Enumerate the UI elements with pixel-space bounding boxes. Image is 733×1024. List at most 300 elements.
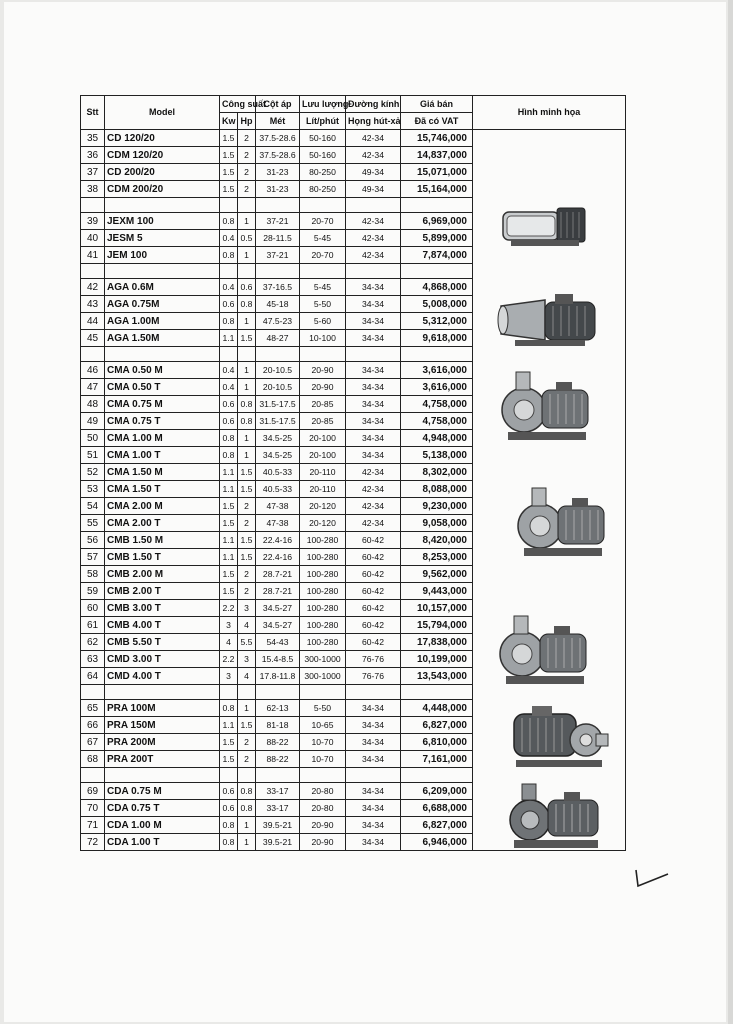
cell-head: 37.5-28.6 bbox=[256, 130, 300, 147]
cell-model: CDM 200/20 bbox=[105, 181, 220, 198]
cell-kw: 0.4 bbox=[220, 279, 238, 296]
cell-flow: 10-65 bbox=[300, 717, 346, 734]
cell-flow: 20-80 bbox=[300, 783, 346, 800]
cell-dia: 34-34 bbox=[346, 413, 401, 430]
cell-price: 5,899,000 bbox=[401, 230, 473, 247]
empty-cell bbox=[300, 198, 346, 213]
cell-head: 22.4-16 bbox=[256, 549, 300, 566]
cell-dia: 60-42 bbox=[346, 549, 401, 566]
cell-head: 22.4-16 bbox=[256, 532, 300, 549]
cell-price: 17,838,000 bbox=[401, 634, 473, 651]
cell-stt: 36 bbox=[81, 147, 105, 164]
cell-kw: 0.8 bbox=[220, 834, 238, 851]
cell-dia: 34-34 bbox=[346, 279, 401, 296]
pump-peripheral-icon bbox=[506, 704, 610, 776]
cell-hp: 2 bbox=[238, 751, 256, 768]
cell-model: CDA 0.75 M bbox=[105, 783, 220, 800]
cell-hp: 0.8 bbox=[238, 783, 256, 800]
cell-head: 37-21 bbox=[256, 247, 300, 264]
cell-price: 15,071,000 bbox=[401, 164, 473, 181]
cell-hp: 1 bbox=[238, 362, 256, 379]
empty-cell bbox=[238, 685, 256, 700]
cell-flow: 100-280 bbox=[300, 617, 346, 634]
cell-flow: 20-120 bbox=[300, 515, 346, 532]
cell-kw: 1.5 bbox=[220, 498, 238, 515]
cell-stt: 40 bbox=[81, 230, 105, 247]
cell-flow: 20-85 bbox=[300, 413, 346, 430]
cell-price: 5,138,000 bbox=[401, 447, 473, 464]
cell-stt: 39 bbox=[81, 213, 105, 230]
cell-kw: 1.5 bbox=[220, 583, 238, 600]
empty-cell bbox=[105, 768, 220, 783]
cell-kw: 1.5 bbox=[220, 164, 238, 181]
cell-hp: 1 bbox=[238, 447, 256, 464]
cell-hp: 1 bbox=[238, 430, 256, 447]
cell-kw: 0.8 bbox=[220, 247, 238, 264]
cell-dia: 34-34 bbox=[346, 817, 401, 834]
empty-cell bbox=[401, 685, 473, 700]
empty-cell bbox=[105, 347, 220, 362]
cell-stt: 64 bbox=[81, 668, 105, 685]
cell-hp: 1 bbox=[238, 700, 256, 717]
cell-hp: 5.5 bbox=[238, 634, 256, 651]
cell-kw: 0.6 bbox=[220, 413, 238, 430]
cell-head: 39.5-21 bbox=[256, 817, 300, 834]
cell-dia: 34-34 bbox=[346, 396, 401, 413]
empty-cell bbox=[346, 264, 401, 279]
empty-cell bbox=[300, 685, 346, 700]
cell-stt: 54 bbox=[81, 498, 105, 515]
cell-dia: 34-34 bbox=[346, 362, 401, 379]
cell-flow: 100-280 bbox=[300, 549, 346, 566]
cell-stt: 45 bbox=[81, 330, 105, 347]
cell-kw: 0.8 bbox=[220, 313, 238, 330]
header-power: Công suất bbox=[220, 96, 256, 113]
cell-price: 10,157,000 bbox=[401, 600, 473, 617]
cell-model: CDA 1.00 M bbox=[105, 817, 220, 834]
cell-dia: 34-34 bbox=[346, 430, 401, 447]
cell-hp: 1.5 bbox=[238, 330, 256, 347]
cell-hp: 0.8 bbox=[238, 296, 256, 313]
empty-cell bbox=[81, 347, 105, 362]
cell-price: 6,969,000 bbox=[401, 213, 473, 230]
cell-stt: 68 bbox=[81, 751, 105, 768]
cell-head: 47-38 bbox=[256, 498, 300, 515]
cell-price: 8,088,000 bbox=[401, 481, 473, 498]
cell-hp: 1.5 bbox=[238, 464, 256, 481]
cell-stt: 49 bbox=[81, 413, 105, 430]
cell-kw: 1.5 bbox=[220, 751, 238, 768]
cell-stt: 67 bbox=[81, 734, 105, 751]
empty-cell bbox=[105, 198, 220, 213]
cell-dia: 60-42 bbox=[346, 583, 401, 600]
cell-flow: 20-100 bbox=[300, 447, 346, 464]
empty-cell bbox=[220, 264, 238, 279]
cell-price: 15,794,000 bbox=[401, 617, 473, 634]
cell-hp: 3 bbox=[238, 651, 256, 668]
cell-dia: 34-34 bbox=[346, 783, 401, 800]
cell-flow: 300-1000 bbox=[300, 651, 346, 668]
cell-kw: 0.6 bbox=[220, 296, 238, 313]
header-image: Hình minh họa bbox=[473, 96, 626, 130]
cell-model: CMB 1.50 T bbox=[105, 549, 220, 566]
empty-cell bbox=[238, 768, 256, 783]
cell-stt: 50 bbox=[81, 430, 105, 447]
empty-cell bbox=[238, 264, 256, 279]
cell-stt: 41 bbox=[81, 247, 105, 264]
cell-stt: 44 bbox=[81, 313, 105, 330]
table-row bbox=[81, 130, 626, 147]
page-edge bbox=[728, 0, 733, 1024]
cell-model: AGA 0.75M bbox=[105, 296, 220, 313]
cell-head: 31.5-17.5 bbox=[256, 413, 300, 430]
cell-model: CMB 2.00 T bbox=[105, 583, 220, 600]
cell-hp: 2 bbox=[238, 583, 256, 600]
cell-head: 40.5-33 bbox=[256, 481, 300, 498]
empty-cell bbox=[220, 768, 238, 783]
pump-centrifugal-icon bbox=[492, 612, 592, 692]
cell-head: 34.5-25 bbox=[256, 430, 300, 447]
cell-flow: 5-45 bbox=[300, 230, 346, 247]
empty-cell bbox=[220, 347, 238, 362]
cell-hp: 1 bbox=[238, 247, 256, 264]
cell-hp: 0.6 bbox=[238, 279, 256, 296]
header-head-unit: Mét bbox=[256, 113, 300, 130]
cell-model: CMA 0.75 M bbox=[105, 396, 220, 413]
cell-hp: 0.8 bbox=[238, 413, 256, 430]
cell-dia: 42-34 bbox=[346, 147, 401, 164]
cell-price: 5,312,000 bbox=[401, 313, 473, 330]
cell-head: 48-27 bbox=[256, 330, 300, 347]
cell-stt: 57 bbox=[81, 549, 105, 566]
cell-dia: 34-34 bbox=[346, 717, 401, 734]
cell-dia: 34-34 bbox=[346, 379, 401, 396]
cell-head: 81-18 bbox=[256, 717, 300, 734]
cell-model: JESM 5 bbox=[105, 230, 220, 247]
cell-price: 14,837,000 bbox=[401, 147, 473, 164]
cell-head: 28-11.5 bbox=[256, 230, 300, 247]
cell-model: PRA 200M bbox=[105, 734, 220, 751]
cell-head: 31.5-17.5 bbox=[256, 396, 300, 413]
cell-price: 8,302,000 bbox=[401, 464, 473, 481]
cell-dia: 49-34 bbox=[346, 181, 401, 198]
header-price-sub: Đã có VAT bbox=[401, 113, 473, 130]
cell-model: CD 120/20 bbox=[105, 130, 220, 147]
empty-cell bbox=[401, 198, 473, 213]
cell-dia: 34-34 bbox=[346, 834, 401, 851]
cell-model: CDA 0.75 T bbox=[105, 800, 220, 817]
cell-flow: 10-100 bbox=[300, 330, 346, 347]
cell-dia: 60-42 bbox=[346, 566, 401, 583]
cell-flow: 50-160 bbox=[300, 130, 346, 147]
empty-cell bbox=[300, 768, 346, 783]
cell-model: CMD 3.00 T bbox=[105, 651, 220, 668]
empty-cell bbox=[105, 685, 220, 700]
empty-cell bbox=[346, 685, 401, 700]
cell-flow: 20-110 bbox=[300, 481, 346, 498]
pump-centrifugal-icon bbox=[510, 484, 610, 564]
cell-price: 15,746,000 bbox=[401, 130, 473, 147]
cell-price: 8,253,000 bbox=[401, 549, 473, 566]
cell-stt: 46 bbox=[81, 362, 105, 379]
cell-price: 15,164,000 bbox=[401, 181, 473, 198]
cell-head: 62-13 bbox=[256, 700, 300, 717]
cell-kw: 1.1 bbox=[220, 481, 238, 498]
empty-cell bbox=[238, 198, 256, 213]
cell-price: 6,810,000 bbox=[401, 734, 473, 751]
empty-cell bbox=[238, 347, 256, 362]
cell-model: CMA 1.00 M bbox=[105, 430, 220, 447]
cell-flow: 20-85 bbox=[300, 396, 346, 413]
cell-head: 33-17 bbox=[256, 800, 300, 817]
cell-hp: 2 bbox=[238, 498, 256, 515]
header-stt: Stt bbox=[81, 96, 105, 130]
cell-hp: 0.5 bbox=[238, 230, 256, 247]
cell-kw: 1.1 bbox=[220, 464, 238, 481]
cell-kw: 3 bbox=[220, 668, 238, 685]
cell-model: CMA 0.50 M bbox=[105, 362, 220, 379]
cell-flow: 5-60 bbox=[300, 313, 346, 330]
cell-stt: 62 bbox=[81, 634, 105, 651]
cell-hp: 2 bbox=[238, 181, 256, 198]
cell-kw: 2.2 bbox=[220, 600, 238, 617]
cell-stt: 37 bbox=[81, 164, 105, 181]
cell-hp: 0.8 bbox=[238, 396, 256, 413]
cell-model: CMA 2.00 M bbox=[105, 498, 220, 515]
cell-price: 8,420,000 bbox=[401, 532, 473, 549]
cell-dia: 34-34 bbox=[346, 447, 401, 464]
cell-head: 37-21 bbox=[256, 213, 300, 230]
empty-cell bbox=[81, 264, 105, 279]
cell-kw: 1.5 bbox=[220, 181, 238, 198]
cell-dia: 76-76 bbox=[346, 668, 401, 685]
cell-stt: 63 bbox=[81, 651, 105, 668]
header-diameter-sub: Họng hút-xả bbox=[346, 113, 401, 130]
cell-head: 31-23 bbox=[256, 164, 300, 181]
cell-hp: 2 bbox=[238, 515, 256, 532]
pump-jet-icon bbox=[495, 290, 605, 352]
cell-stt: 61 bbox=[81, 617, 105, 634]
cell-price: 5,008,000 bbox=[401, 296, 473, 313]
cell-model: JEXM 100 bbox=[105, 213, 220, 230]
pump-twin-impeller-icon bbox=[504, 782, 604, 854]
cell-price: 9,230,000 bbox=[401, 498, 473, 515]
header-head: Cột áp bbox=[256, 96, 300, 113]
header-diameter: Đường kính bbox=[346, 96, 401, 113]
cell-hp: 1.5 bbox=[238, 532, 256, 549]
cell-head: 88-22 bbox=[256, 734, 300, 751]
cell-dia: 34-34 bbox=[346, 313, 401, 330]
cell-head: 45-18 bbox=[256, 296, 300, 313]
cell-flow: 20-90 bbox=[300, 817, 346, 834]
empty-cell bbox=[256, 198, 300, 213]
cell-price: 4,758,000 bbox=[401, 413, 473, 430]
cell-flow: 50-160 bbox=[300, 147, 346, 164]
cell-kw: 1.5 bbox=[220, 130, 238, 147]
cell-stt: 65 bbox=[81, 700, 105, 717]
cell-model: CMA 0.75 T bbox=[105, 413, 220, 430]
header-kw: Kw bbox=[220, 113, 238, 130]
empty-cell bbox=[220, 198, 238, 213]
cell-price: 4,448,000 bbox=[401, 700, 473, 717]
cell-flow: 20-90 bbox=[300, 834, 346, 851]
cell-dia: 60-42 bbox=[346, 532, 401, 549]
cell-kw: 0.6 bbox=[220, 800, 238, 817]
cell-kw: 0.8 bbox=[220, 817, 238, 834]
cell-hp: 4 bbox=[238, 617, 256, 634]
cell-price: 13,543,000 bbox=[401, 668, 473, 685]
cell-flow: 20-90 bbox=[300, 362, 346, 379]
cell-hp: 1 bbox=[238, 834, 256, 851]
cell-head: 47-38 bbox=[256, 515, 300, 532]
cell-head: 15.4-8.5 bbox=[256, 651, 300, 668]
signature-mark bbox=[632, 866, 672, 890]
cell-dia: 60-42 bbox=[346, 634, 401, 651]
cell-price: 9,562,000 bbox=[401, 566, 473, 583]
cell-kw: 0.6 bbox=[220, 396, 238, 413]
cell-kw: 0.8 bbox=[220, 213, 238, 230]
cell-model: CMB 4.00 T bbox=[105, 617, 220, 634]
cell-head: 34.5-27 bbox=[256, 600, 300, 617]
cell-kw: 1.1 bbox=[220, 532, 238, 549]
cell-stt: 52 bbox=[81, 464, 105, 481]
cell-flow: 10-70 bbox=[300, 734, 346, 751]
cell-price: 9,618,000 bbox=[401, 330, 473, 347]
cell-hp: 3 bbox=[238, 600, 256, 617]
empty-cell bbox=[81, 198, 105, 213]
cell-price: 3,616,000 bbox=[401, 379, 473, 396]
header-model: Model bbox=[105, 96, 220, 130]
cell-dia: 60-42 bbox=[346, 600, 401, 617]
cell-stt: 42 bbox=[81, 279, 105, 296]
cell-dia: 42-34 bbox=[346, 130, 401, 147]
cell-kw: 1.5 bbox=[220, 515, 238, 532]
cell-kw: 0.4 bbox=[220, 362, 238, 379]
cell-dia: 34-34 bbox=[346, 734, 401, 751]
cell-head: 37.5-28.6 bbox=[256, 147, 300, 164]
cell-model: CMB 1.50 M bbox=[105, 532, 220, 549]
cell-hp: 2 bbox=[238, 566, 256, 583]
cell-head: 34.5-25 bbox=[256, 447, 300, 464]
cell-hp: 1.5 bbox=[238, 549, 256, 566]
cell-stt: 66 bbox=[81, 717, 105, 734]
cell-dia: 34-34 bbox=[346, 751, 401, 768]
cell-model: CDA 1.00 T bbox=[105, 834, 220, 851]
cell-dia: 42-34 bbox=[346, 481, 401, 498]
cell-model: CMB 2.00 M bbox=[105, 566, 220, 583]
cell-head: 34.5-27 bbox=[256, 617, 300, 634]
cell-kw: 0.8 bbox=[220, 447, 238, 464]
cell-stt: 43 bbox=[81, 296, 105, 313]
empty-cell bbox=[81, 685, 105, 700]
cell-model: CMD 4.00 T bbox=[105, 668, 220, 685]
cell-dia: 34-34 bbox=[346, 296, 401, 313]
cell-kw: 0.8 bbox=[220, 430, 238, 447]
cell-hp: 4 bbox=[238, 668, 256, 685]
cell-head: 39.5-21 bbox=[256, 834, 300, 851]
cell-price: 6,688,000 bbox=[401, 800, 473, 817]
empty-cell bbox=[300, 347, 346, 362]
empty-cell bbox=[256, 685, 300, 700]
header-flow-unit: Lít/phút bbox=[300, 113, 346, 130]
cell-head: 54-43 bbox=[256, 634, 300, 651]
cell-dia: 49-34 bbox=[346, 164, 401, 181]
cell-kw: 1.5 bbox=[220, 147, 238, 164]
cell-model: CMA 1.00 T bbox=[105, 447, 220, 464]
empty-cell bbox=[346, 768, 401, 783]
cell-head: 28.7-21 bbox=[256, 566, 300, 583]
cell-stt: 59 bbox=[81, 583, 105, 600]
cell-model: JEM 100 bbox=[105, 247, 220, 264]
empty-cell bbox=[256, 264, 300, 279]
cell-price: 3,616,000 bbox=[401, 362, 473, 379]
cell-hp: 1.5 bbox=[238, 481, 256, 498]
cell-stt: 60 bbox=[81, 600, 105, 617]
cell-stt: 72 bbox=[81, 834, 105, 851]
cell-flow: 20-80 bbox=[300, 800, 346, 817]
cell-price: 9,058,000 bbox=[401, 515, 473, 532]
header-flow: Lưu lượng bbox=[300, 96, 346, 113]
cell-price: 6,827,000 bbox=[401, 717, 473, 734]
cell-head: 17.8-11.8 bbox=[256, 668, 300, 685]
cell-hp: 2 bbox=[238, 147, 256, 164]
cell-hp: 2 bbox=[238, 734, 256, 751]
cell-price: 9,443,000 bbox=[401, 583, 473, 600]
cell-stt: 69 bbox=[81, 783, 105, 800]
cell-dia: 42-34 bbox=[346, 247, 401, 264]
cell-price: 10,199,000 bbox=[401, 651, 473, 668]
cell-hp: 1 bbox=[238, 313, 256, 330]
cell-flow: 5-50 bbox=[300, 700, 346, 717]
pump-jet-icon bbox=[497, 200, 593, 250]
cell-model: CMA 0.50 T bbox=[105, 379, 220, 396]
cell-model: AGA 0.6M bbox=[105, 279, 220, 296]
cell-flow: 100-280 bbox=[300, 634, 346, 651]
empty-cell bbox=[105, 264, 220, 279]
cell-hp: 1 bbox=[238, 379, 256, 396]
cell-flow: 100-280 bbox=[300, 600, 346, 617]
cell-price: 4,948,000 bbox=[401, 430, 473, 447]
header-row bbox=[81, 96, 626, 113]
empty-cell bbox=[401, 347, 473, 362]
cell-model: CDM 120/20 bbox=[105, 147, 220, 164]
cell-kw: 4 bbox=[220, 634, 238, 651]
cell-stt: 70 bbox=[81, 800, 105, 817]
cell-flow: 20-70 bbox=[300, 213, 346, 230]
cell-model: CMB 3.00 T bbox=[105, 600, 220, 617]
cell-stt: 35 bbox=[81, 130, 105, 147]
cell-hp: 1.5 bbox=[238, 717, 256, 734]
pump-centrifugal-icon bbox=[494, 368, 594, 448]
cell-head: 40.5-33 bbox=[256, 464, 300, 481]
cell-dia: 76-76 bbox=[346, 651, 401, 668]
cell-kw: 1.5 bbox=[220, 566, 238, 583]
cell-head: 33-17 bbox=[256, 783, 300, 800]
cell-model: PRA 100M bbox=[105, 700, 220, 717]
cell-kw: 1.1 bbox=[220, 549, 238, 566]
cell-dia: 42-34 bbox=[346, 213, 401, 230]
cell-flow: 20-70 bbox=[300, 247, 346, 264]
empty-cell bbox=[220, 685, 238, 700]
header-hp: Hp bbox=[238, 113, 256, 130]
cell-flow: 20-90 bbox=[300, 379, 346, 396]
header-price: Giá bán bbox=[401, 96, 473, 113]
cell-stt: 51 bbox=[81, 447, 105, 464]
empty-cell bbox=[346, 198, 401, 213]
cell-model: CMA 2.00 T bbox=[105, 515, 220, 532]
empty-cell bbox=[346, 347, 401, 362]
cell-flow: 5-50 bbox=[300, 296, 346, 313]
